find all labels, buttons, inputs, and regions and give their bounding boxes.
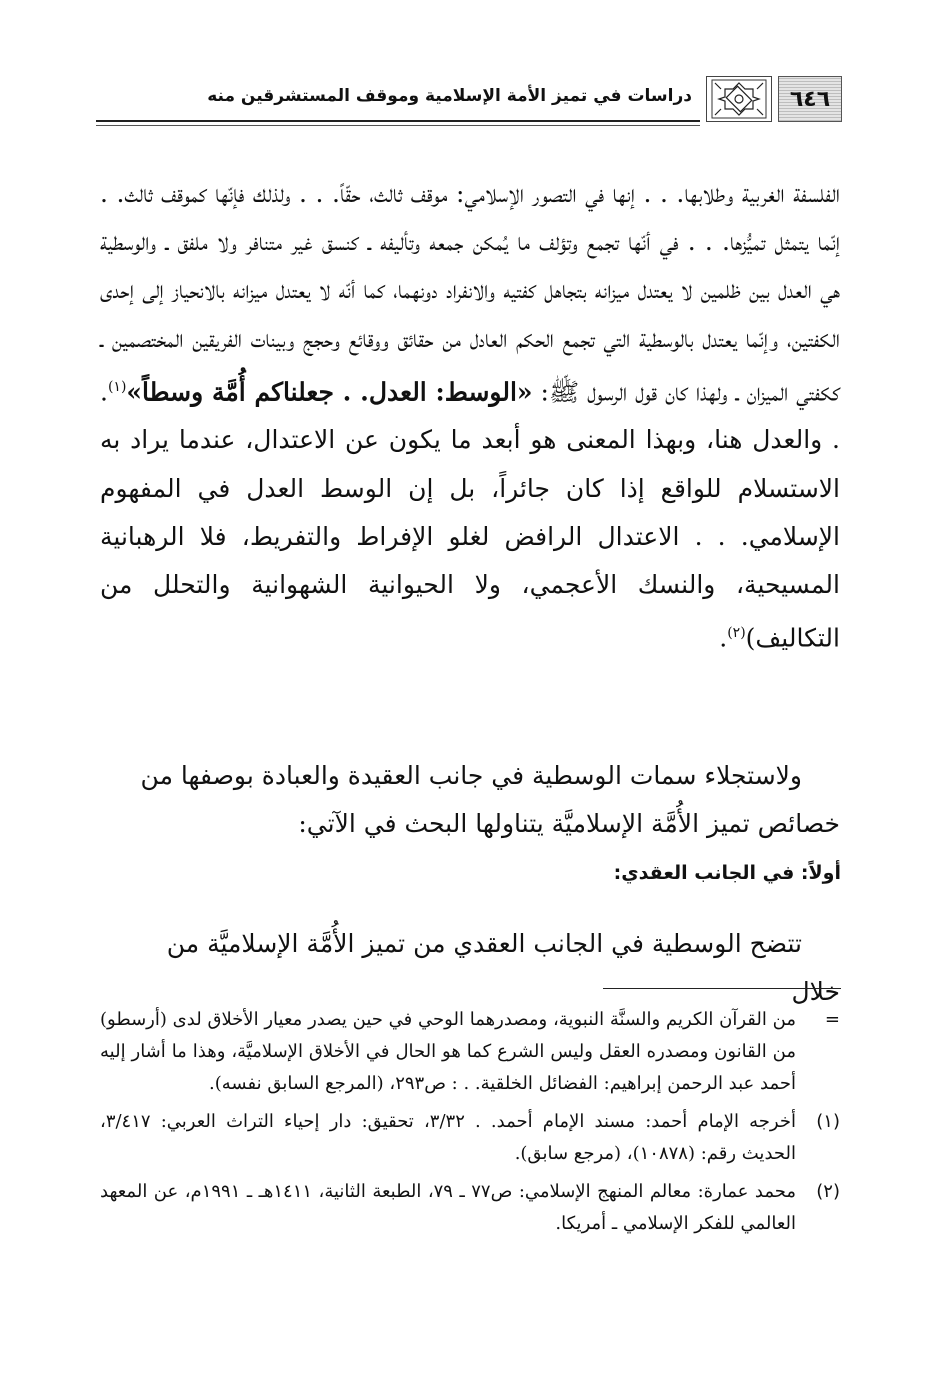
- page-number: ٦٤٦: [778, 76, 842, 122]
- running-title: دراسات في تميز الأمة الإسلامية وموقف المستشرقين منه: [207, 86, 692, 106]
- main-paragraph: [100, 170, 840, 663]
- footnote-mark: =: [824, 1009, 840, 1030]
- paragraph-text: ولاستجلاء سمات الوسطية في جانب العقيدة والعبادة بوصفها من خصائص تميز الأُمَّة الإسلاميَّة يتناولها البحث في الآتي:: [140, 761, 840, 838]
- third-paragraph: [150, 920, 840, 1016]
- footnote-1: [100, 1106, 840, 1170]
- footnote-ref-1: (١): [107, 378, 127, 395]
- footnotes: [100, 1004, 840, 1246]
- footnote-text: من القرآن الكريم والسنَّة النبوية، ومصدرهما الوحي في حين يصدر معيار الأخلاق لدى (أرسطو) من القانون ومصدره العقل وليس الشرع كما هو الحال في الأخلاق الإسلاميَّة، وهذا ما أشار إليه أحمد عبد الرحمن إبراهيم: الفضائل الخلقية. . : ص٢٩٣، (المرجع السابق نفسه).: [100, 1009, 796, 1094]
- footnote-text: محمد عمارة: معالم المنهج الإسلامي: ص٧٧ ـ ٧٩، الطبعة الثانية، ١٤١١هـ ـ ١٩٩١م، عن المعهد العالمي للفكر الإسلامي ـ أمريكا.: [100, 1181, 797, 1234]
- paragraph-continuation: . . والعدل هنا، وبهذا المعنى هو أبعد ما يكون عن الاعتدال، عندما يراد به الاستسلام للواقع إذا كان جائراً، بل إن الوسط العدل في المفهوم الإسلامي. . . الاعتدال الرافض لغلو الإفراط والتفريط، فلا الرهبانية المسيحية، والنسك الأعجمي، ولا الحيوانية الشهوانية والتحلل من التكاليف): [100, 377, 840, 653]
- running-header: [96, 76, 842, 128]
- header-rule: [96, 120, 700, 122]
- hadith-quote: «الوسط: العدل. . جعلناكم أُمَّة وسطاً»: [126, 377, 533, 407]
- footnote-2: [100, 1176, 840, 1240]
- ornament-icon: [706, 76, 772, 122]
- footnote-mark: (٢): [816, 1181, 840, 1202]
- header-rule-thin: [96, 125, 700, 126]
- footnote-continued: [100, 1004, 840, 1100]
- paragraph-end: .: [719, 623, 728, 653]
- footnote-text: أخرجه الإمام أحمد: مسند الإمام أحمد. . ٣/٣٢، تحقيق: دار إحياء التراث العربي: ٣/٤١٧، الحديث رقم: (١٠٨٧٨)، (مرجع سابق).: [100, 1111, 796, 1164]
- second-paragraph: [100, 752, 840, 848]
- footnote-separator: [603, 988, 841, 989]
- paragraph-text: الفلسفة الغربية وطلابها. . . إنها في التصور الإسلامي: موقف ثالث، حقّاً. . . ولذلك فإنّها كموقف ثالث. . إنّما يتمثل تميُّزها. . . في أنّها تجمع وتؤلف ما يُمكن جمعه وتأليفه ـ كنسق غير متنافر ولا ملفق ـ والوسطية هي العدل بين ظلمين لا يعتدل ميزانه بتجاهل كفتيه والانفراد دونهما، كما أنّه لا يعتدل ميزانه بالانحياز إلى إحدى الكفتين، وإنّما يعتدل بالوسطية التي تجمع الحكم العادل من حقائق ووقائع وحجج وبينات الفريقين المختصمين ـ ككفتي الميزان ـ ولهذا كان قول الرسول ﷺ:: [100, 179, 840, 407]
- footnote-mark: (١): [816, 1111, 840, 1132]
- footnote-ref-2: (٢): [727, 625, 746, 642]
- section-heading: أولاً: في الجانب العقدي:: [613, 862, 841, 884]
- paragraph-text: تتضح الوسطية في الجانب العقدي من تميز الأُمَّة الإسلاميَّة من خلال: [166, 929, 840, 1006]
